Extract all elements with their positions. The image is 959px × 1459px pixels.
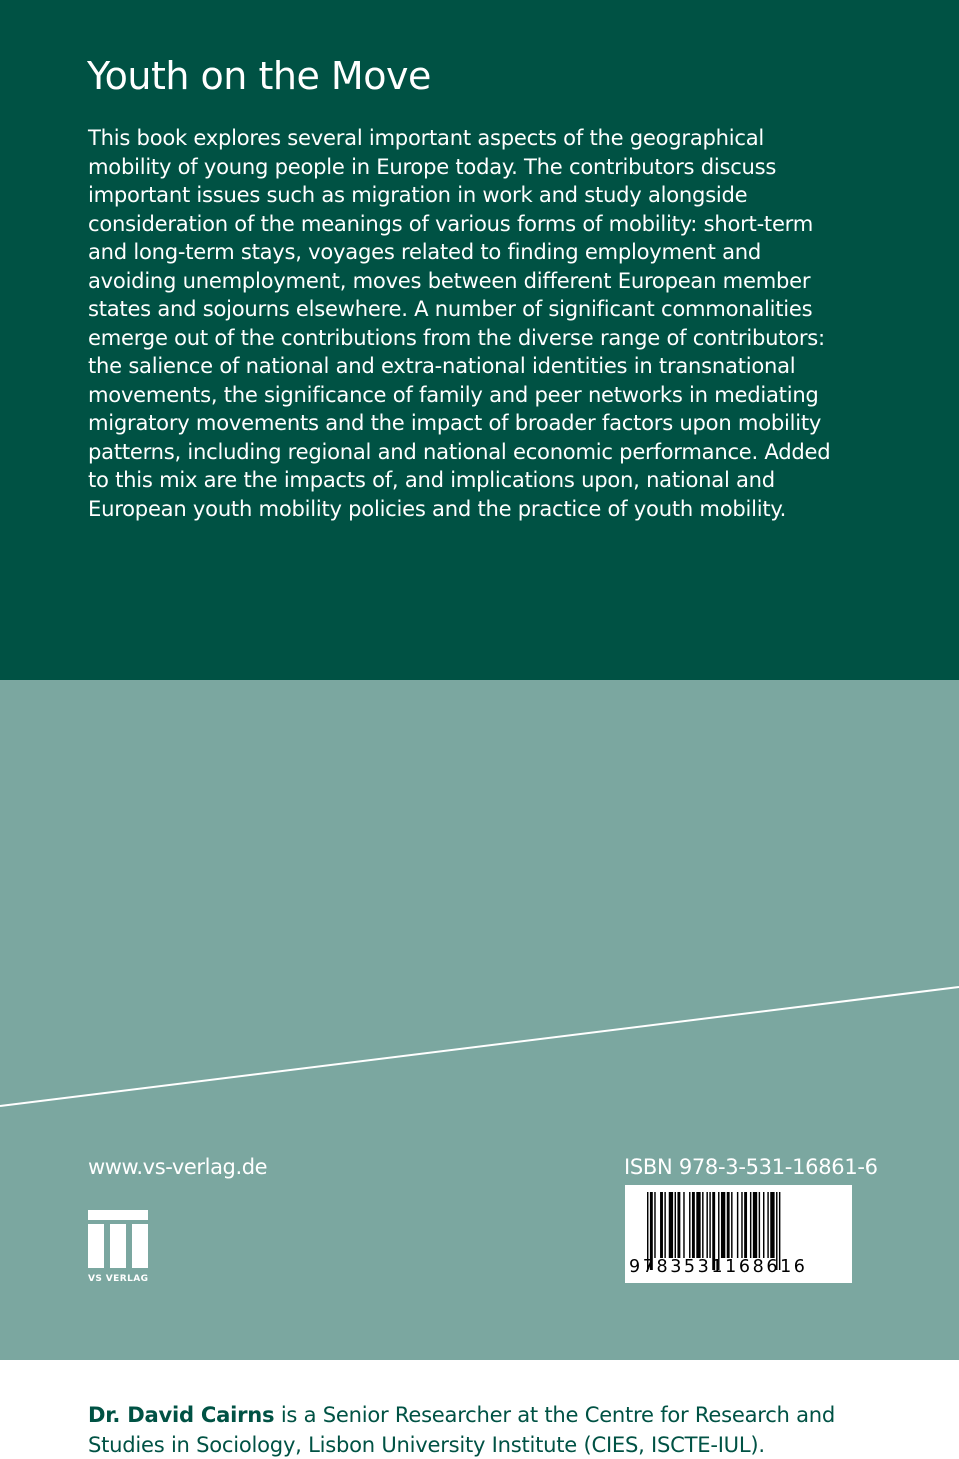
author-bio-text: is a Senior Researcher at the Centre for Research and Studies in Sociology, Lisbon University Institute (CIES, ISCTE-IUL). [88, 1402, 836, 1457]
isbn-barcode [625, 1185, 852, 1283]
barcode-bar [669, 1192, 673, 1258]
barcode-bar [767, 1192, 768, 1258]
barcode-bar [709, 1192, 710, 1258]
barcode-bar [737, 1192, 738, 1258]
barcode-bar [654, 1192, 655, 1258]
logo-text: VS VERLAG [88, 1274, 148, 1284]
barcode-bar [753, 1192, 757, 1258]
barcode-bar [689, 1192, 690, 1258]
barcode-bar [727, 1192, 730, 1258]
barcode-bar [759, 1192, 760, 1258]
author-name: Dr. David Cairns [88, 1402, 275, 1427]
barcode-bar [744, 1192, 747, 1258]
isbn-number: ISBN 978-3-531-16861-6 [624, 1155, 878, 1179]
book-title: Youth on the Move [87, 54, 431, 98]
barcode-bar [721, 1192, 725, 1258]
book-description: This book explores several important aspects of the geographical mobility of young people in Europe today. The contributors discuss important issues such as migration in work and study alongside consideration of the meanings of various forms of mobility: short-term and long-term stays, voyages related to finding employment and avoiding unemployment, moves between different European member states and sojourns elsewhere. A number of significant commonalities emerge out of the contributions from the diverse range of contributors: the salience of national and extra-national identities in transnational movements, the significance of family and peer networks in mediating migratory movements and the impact of broader factors upon mobility patterns, including regional and national economic performance. Added to this mix are the impacts of, and implications upon, national and European youth mobility policies and the practice of youth mobility. [88, 125, 831, 521]
barcode-bar [770, 1192, 774, 1258]
barcode-bar [706, 1192, 707, 1258]
barcode-bar [696, 1192, 700, 1258]
barcode-bar [692, 1192, 695, 1258]
barcode-bar [741, 1192, 742, 1258]
barcode-bar [702, 1192, 703, 1258]
publisher-website: www.vs-verlag.de [88, 1155, 268, 1179]
vs-verlag-logo [88, 1210, 150, 1284]
barcode-bar [750, 1192, 751, 1258]
barcode-bar [664, 1192, 665, 1258]
barcode-bar [675, 1192, 676, 1258]
barcode-bar [731, 1192, 732, 1258]
barcode-bar [683, 1192, 684, 1258]
barcode-bar [660, 1192, 663, 1258]
diagonal-divider-line [0, 980, 959, 1110]
cover-top-panel [0, 0, 959, 680]
barcode-bar [677, 1192, 680, 1258]
barcode-bar [763, 1192, 764, 1258]
barcode-digits: 9783531168616 [629, 1257, 808, 1277]
author-bio [88, 1400, 858, 1459]
